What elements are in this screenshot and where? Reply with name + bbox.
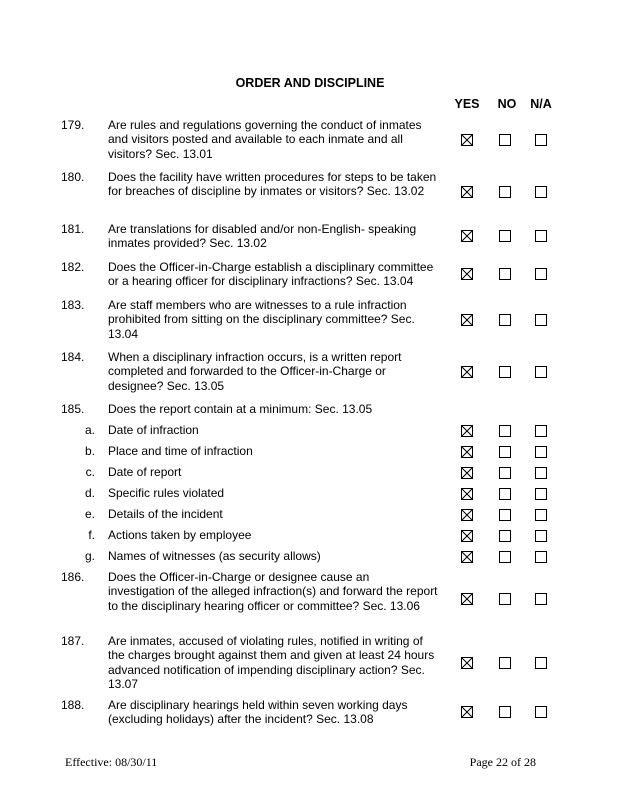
- question-row: [0, 570, 620, 634]
- checkbox-yes[interactable]: [461, 551, 473, 563]
- check-x-icon: [462, 315, 472, 325]
- column-header-no: NO: [497, 97, 517, 111]
- sub-item-letter: g.: [84, 549, 95, 563]
- section-title: ORDER AND DISCIPLINE: [235, 76, 385, 90]
- checkbox-yes[interactable]: [461, 230, 473, 242]
- question-text: Are rules and regulations governing the conduct of inmates and visitors posted and available to each inmate and all visitors? Sec. 13.01: [108, 118, 422, 161]
- question-list: [0, 118, 620, 736]
- checkbox-na[interactable]: [535, 551, 547, 563]
- sub-item-letter: e.: [84, 507, 95, 521]
- checkbox-yes[interactable]: [461, 467, 473, 479]
- question-number: 185.: [61, 402, 85, 416]
- question-text: Specific rules violated: [108, 486, 225, 500]
- check-x-icon: [462, 489, 472, 499]
- checkbox-na[interactable]: [535, 186, 547, 198]
- checkbox-na[interactable]: [535, 446, 547, 458]
- question-row: [0, 423, 620, 444]
- checkbox-no[interactable]: [499, 593, 511, 605]
- question-text: Date of report: [108, 465, 182, 479]
- checkbox-na[interactable]: [535, 467, 547, 479]
- checkbox-yes[interactable]: [461, 706, 473, 718]
- sub-item-letter: d.: [84, 486, 95, 500]
- check-x-icon: [462, 531, 472, 541]
- column-header-yes: YES: [454, 97, 480, 111]
- checkbox-na[interactable]: [535, 268, 547, 280]
- question-text: Details of the incident: [108, 507, 223, 521]
- question-text: When a disciplinary infraction occurs, is a written report completed and forwarded to the Officer-in-Charge or designee? Sec. 13.05: [108, 350, 402, 393]
- checkbox-no[interactable]: [499, 488, 511, 500]
- check-x-icon: [462, 231, 472, 241]
- checkbox-yes[interactable]: [461, 314, 473, 326]
- checkbox-yes[interactable]: [461, 366, 473, 378]
- checkbox-no[interactable]: [499, 509, 511, 521]
- question-text: Are translations for disabled and/or non-English- speaking inmates provided? Sec. 13.02: [108, 222, 417, 251]
- checkbox-na[interactable]: [535, 657, 547, 669]
- question-number: 182.: [61, 260, 85, 274]
- question-text: Actions taken by employee: [108, 528, 252, 542]
- checkbox-na[interactable]: [535, 593, 547, 605]
- question-row: [0, 507, 620, 528]
- checkbox-yes[interactable]: [461, 446, 473, 458]
- checkbox-no[interactable]: [499, 657, 511, 669]
- question-text: Does the Officer-in-Charge establish a disciplinary committee or a hearing officer for disciplinary infractions? Sec. 13.04: [108, 260, 434, 289]
- checkbox-yes[interactable]: [461, 134, 473, 146]
- question-text: Are disciplinary hearings held within seven working days (excluding holidays) after the incident? Sec. 13.08: [108, 698, 408, 727]
- checkbox-no[interactable]: [499, 268, 511, 280]
- question-row: [0, 298, 620, 350]
- checkbox-yes[interactable]: [461, 268, 473, 280]
- checkbox-na[interactable]: [535, 509, 547, 521]
- checkbox-yes[interactable]: [461, 425, 473, 437]
- question-row: [0, 549, 620, 570]
- check-x-icon: [462, 426, 472, 436]
- question-number: 187.: [61, 634, 85, 648]
- question-number: 183.: [61, 298, 85, 312]
- question-row: [0, 698, 620, 736]
- checkbox-no[interactable]: [499, 186, 511, 198]
- checkbox-yes[interactable]: [461, 509, 473, 521]
- checkbox-na[interactable]: [535, 230, 547, 242]
- check-x-icon: [462, 135, 472, 145]
- question-row: [0, 222, 620, 260]
- sub-item-letter: f.: [88, 528, 95, 542]
- checkbox-no[interactable]: [499, 314, 511, 326]
- question-text: Are staff members who are witnesses to a rule infraction prohibited from sitting on the disciplinary committee? Sec. 13.04: [108, 298, 415, 341]
- question-text: Date of infraction: [108, 423, 199, 437]
- check-x-icon: [462, 187, 472, 197]
- checkbox-no[interactable]: [499, 706, 511, 718]
- question-number: 179.: [61, 118, 85, 132]
- checkbox-yes[interactable]: [461, 186, 473, 198]
- checkbox-yes[interactable]: [461, 657, 473, 669]
- checkbox-no[interactable]: [499, 230, 511, 242]
- question-text: Does the Officer-in-Charge or designee cause an investigation of the alleged infraction(s) and forward the report to the disciplinary hearing officer or committee? Sec. 13.06: [108, 570, 438, 613]
- check-x-icon: [462, 447, 472, 457]
- checkbox-no[interactable]: [499, 366, 511, 378]
- question-number: 181.: [61, 222, 85, 236]
- checkbox-yes[interactable]: [461, 488, 473, 500]
- check-x-icon: [462, 552, 472, 562]
- sub-item-letter: a.: [84, 423, 95, 437]
- question-text: Names of witnesses (as security allows): [108, 549, 321, 563]
- check-x-icon: [462, 510, 472, 520]
- question-row: [0, 260, 620, 298]
- question-text: Does the report contain at a minimum: Sec. 13.05: [108, 402, 373, 416]
- column-header-na: N/A: [530, 97, 552, 111]
- checkbox-yes[interactable]: [461, 593, 473, 605]
- checkbox-na[interactable]: [535, 366, 547, 378]
- question-row: [0, 118, 620, 170]
- question-row: [0, 528, 620, 549]
- checkbox-no[interactable]: [499, 551, 511, 563]
- checkbox-yes[interactable]: [461, 530, 473, 542]
- question-row: [0, 634, 620, 698]
- footer-page-number: Page 22 of 28: [469, 755, 536, 769]
- check-x-icon: [462, 269, 472, 279]
- question-row: [0, 402, 620, 423]
- checkbox-na[interactable]: [535, 425, 547, 437]
- sub-item-letter: b.: [84, 444, 95, 458]
- check-x-icon: [462, 707, 472, 717]
- checkbox-no[interactable]: [499, 467, 511, 479]
- checkbox-na[interactable]: [535, 314, 547, 326]
- checkbox-na[interactable]: [535, 134, 547, 146]
- checkbox-no[interactable]: [499, 530, 511, 542]
- checkbox-na[interactable]: [535, 530, 547, 542]
- checkbox-na[interactable]: [535, 488, 547, 500]
- question-row: [0, 444, 620, 465]
- question-text: Does the facility have written procedures for steps to be taken for breaches of discipline by inmates or visitors? Sec. 13.02: [108, 170, 437, 199]
- check-x-icon: [462, 468, 472, 478]
- question-row: [0, 170, 620, 222]
- checkbox-no[interactable]: [499, 134, 511, 146]
- footer-effective-date: Effective: 08/30/11: [65, 755, 158, 769]
- sub-item-letter: c.: [85, 465, 95, 479]
- checkbox-no[interactable]: [499, 446, 511, 458]
- question-text: Place and time of infraction: [108, 444, 253, 458]
- checkbox-na[interactable]: [535, 706, 547, 718]
- check-x-icon: [462, 658, 472, 668]
- question-number: 188.: [61, 698, 85, 712]
- check-x-icon: [462, 594, 472, 604]
- question-row: [0, 486, 620, 507]
- question-text: Are inmates, accused of violating rules, notified in writing of the charges brought against them and given at least 24 hours advanced notification of impending disciplinary action? Sec. 13.07: [108, 634, 435, 692]
- question-number: 180.: [61, 170, 85, 184]
- checkbox-no[interactable]: [499, 425, 511, 437]
- question-row: [0, 465, 620, 486]
- question-number: 184.: [61, 350, 85, 364]
- check-x-icon: [462, 367, 472, 377]
- question-row: [0, 350, 620, 402]
- question-number: 186.: [61, 570, 85, 584]
